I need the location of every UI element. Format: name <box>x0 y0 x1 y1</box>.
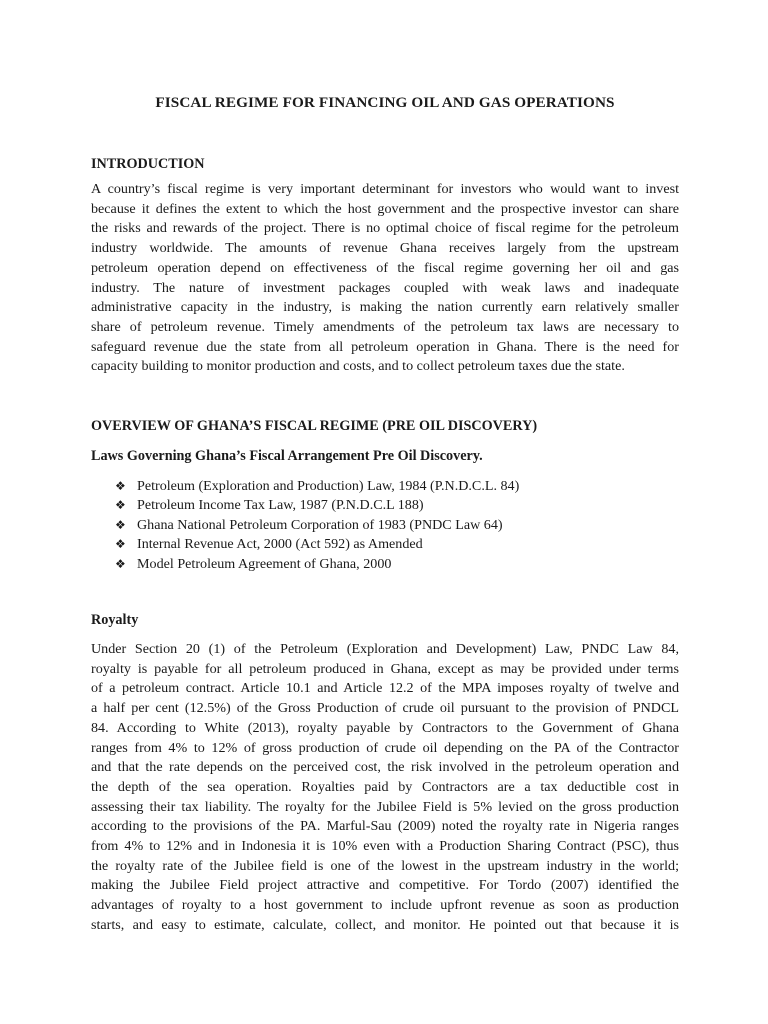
diamond-bullet-icon: ❖ <box>115 537 126 552</box>
overview-heading: OVERVIEW OF GHANA’S FISCAL REGIME (PRE OIL DISCOVERY) <box>91 418 538 434</box>
paragraph-line: the depth of the sea operation. Royalties paid by Contractors are a tax deductible cost in <box>91 778 679 795</box>
paragraph-line: Under Section 20 (1) of the Petroleum (Exploration and Development) Law, PNDC Law 84, <box>91 641 679 657</box>
paragraph-line: of a petroleum contract. Article 10.1 and Article 12.2 of the MPA imposes royalty of twelve and <box>91 680 679 697</box>
paragraph-line: A country’s fiscal regime is very important determinant for investors who would want to invest <box>91 181 679 197</box>
paragraph-line: industry. The nature of investment packages coupled with weak laws and inadequate <box>91 279 679 296</box>
list-item: ❖ Model Petroleum Agreement of Ghana, 2000 <box>115 555 519 574</box>
list-item: ❖ Ghana National Petroleum Corporation of 1983 (PNDC Law 64) <box>115 516 519 535</box>
paragraph-line: the risks and rewards of the project. There is no optimal choice of fiscal regime for the petroleum <box>91 220 679 237</box>
paragraph-line: petroleum operation depend on effectiveness of the fiscal regime governing her oil and gas <box>91 259 679 276</box>
paragraph-line: advantages of royalty to a host government to include upfront revenue as soon as production <box>91 897 679 914</box>
paragraph-line: starts, and easy to estimate, calculate, collect, and monitor. He pointed out that because it is <box>91 916 679 933</box>
paragraph-line: administrative capacity in the industry, is making the nation currently earn relatively smaller <box>91 299 679 316</box>
paragraph-line: safeguard revenue due the state from all petroleum operation in Ghana. There is the need for <box>91 338 679 355</box>
introduction-heading: INTRODUCTION <box>91 156 205 172</box>
paragraph-line: capacity building to monitor production and costs, and to collect petroleum taxes due the state. <box>91 358 625 375</box>
document-title: FISCAL REGIME FOR FINANCING OIL AND GAS OPERATIONS <box>155 94 615 111</box>
paragraph-line: the royalty rate of the Jubilee field is one of the lowest in the upstream industry in the world; <box>91 857 679 874</box>
list-item: ❖ Petroleum Income Tax Law, 1987 (P.N.D.C.L 188) <box>115 496 519 515</box>
diamond-bullet-icon: ❖ <box>115 556 126 571</box>
laws-list <box>115 477 519 574</box>
royalty-paragraph <box>91 640 679 936</box>
paragraph-line: share of petroleum revenue. Timely amendments of the petroleum tax laws are necessary to <box>91 318 679 335</box>
diamond-bullet-icon: ❖ <box>115 517 126 532</box>
paragraph-line: industry worldwide. The amounts of revenue Ghana receives largely from the upstream <box>91 240 679 257</box>
paragraph-line: 84. According to White (2013), royalty payable by Contractors to the Government of Ghana <box>91 719 679 736</box>
paragraph-line: royalty is payable for all petroleum produced in Ghana, except as may be provided under terms <box>91 660 679 677</box>
diamond-bullet-icon: ❖ <box>115 498 126 513</box>
list-item: ❖ Petroleum (Exploration and Production) Law, 1984 (P.N.D.C.L. 84) <box>115 477 519 496</box>
laws-subheading: Laws Governing Ghana’s Fiscal Arrangement Pre Oil Discovery. <box>91 448 483 464</box>
paragraph-line: and that the rate depends on the perceived cost, the risk involved in the petroleum operation and <box>91 759 679 776</box>
paragraph-line: from 4% to 12% and in Indonesia it is 10% even with a Production Sharing Contract (PSC), thus <box>91 838 679 855</box>
list-item: ❖ Internal Revenue Act, 2000 (Act 592) as Amended <box>115 535 519 554</box>
diamond-bullet-icon: ❖ <box>115 479 126 493</box>
paragraph-line: assessing their tax liability. The royalty for the Jubilee Field is 5% levied on the gross production <box>91 798 679 815</box>
paragraph-line: a half per cent (12.5%) of the Gross Production of crude oil pursuant to the provision of PNDCL <box>91 700 679 717</box>
paragraph-line: according to the provisions of the PA. Marful-Sau (2009) noted the royalty rate in Nigeria ranges <box>91 818 679 835</box>
royalty-heading: Royalty <box>91 612 139 628</box>
introduction-paragraph <box>91 180 679 377</box>
paragraph-line: because it defines the extent to which the host government and the prospective investor can share <box>91 200 679 217</box>
paragraph-line: ranges from 4% to 12% of gross production of crude oil depending on the PA of the Contractor <box>91 739 679 756</box>
paragraph-line: making the Jubilee Field project attractive and competitive. For Tordo (2007) identified the <box>91 877 679 894</box>
